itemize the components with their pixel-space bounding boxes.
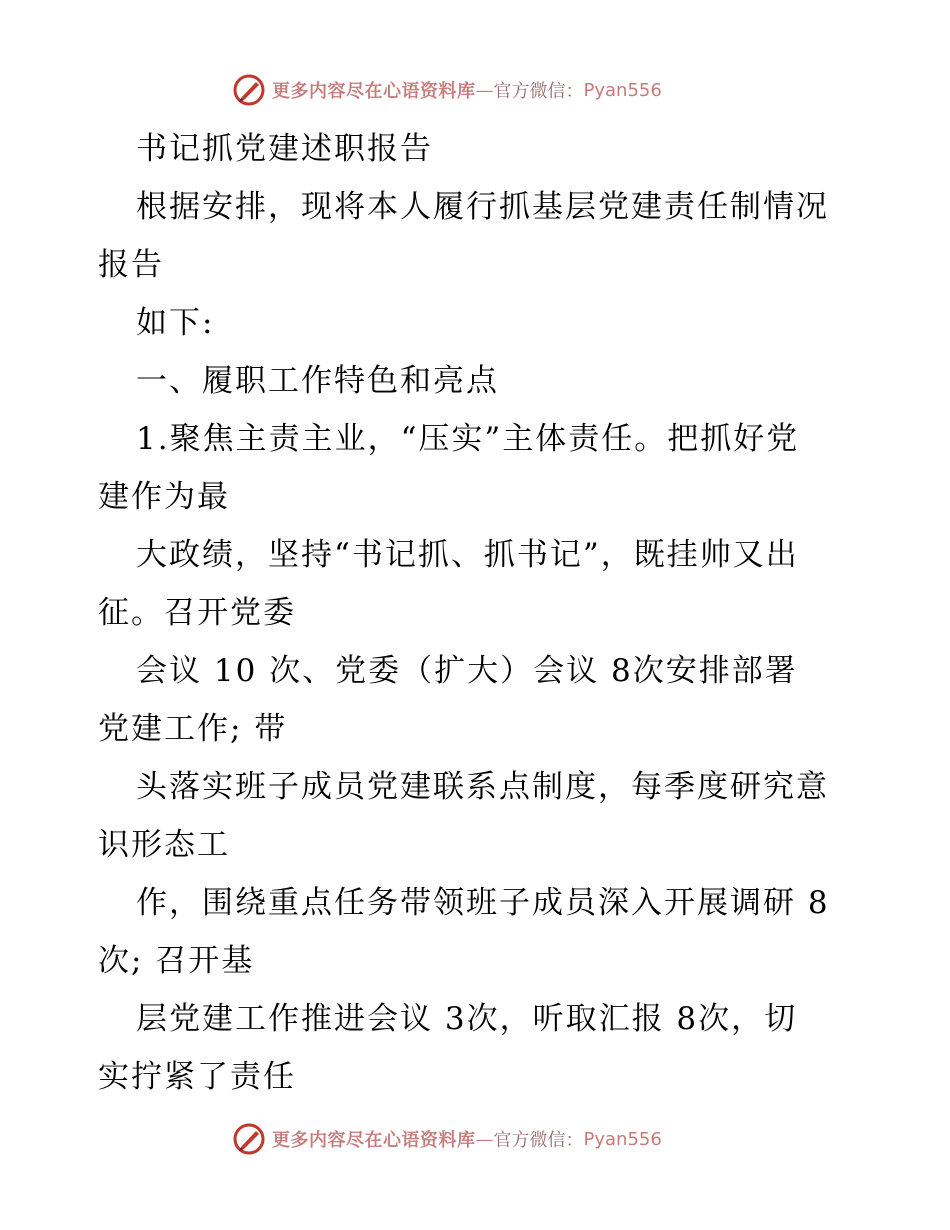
banner-wechat-id: Pyan556 (583, 1128, 662, 1150)
paragraph-line: 根据安排，现将本人履行抓基层党建责任制情况 (136, 189, 829, 225)
banner-separator: — (475, 1128, 494, 1150)
footer-watermark-banner (232, 1119, 662, 1159)
paragraph-line: 征。召开党委 (98, 595, 296, 631)
paragraph-line: 头落实班子成员党建联系点制度，每季度研究意 (136, 769, 829, 805)
paragraph-line: 党建工作; 带 (98, 711, 288, 747)
banner-label: 官方微信： (493, 81, 584, 102)
section-heading: 一、履职工作特色和亮点 (136, 363, 499, 399)
banner-main-text: 更多内容尽在心语资料库 (272, 81, 476, 102)
banner-separator: — (475, 79, 494, 101)
banner-label: 官方微信： (493, 1130, 584, 1151)
paragraph-line: 大政绩，坚持“书记抓、抓书记”，既挂帅又出 (136, 537, 799, 573)
paragraph-line: 识形态工 (98, 827, 230, 863)
banner-main-text: 更多内容尽在心语资料库 (272, 1130, 476, 1151)
banner-wechat-id: Pyan556 (583, 79, 662, 101)
document-body (98, 120, 858, 1106)
paragraph-line: 1.聚焦主责主业，“压实”主体责任。把抓好党 (136, 421, 800, 457)
paragraph-line: 实拧紧了责任 (98, 1059, 296, 1095)
paragraph-line: 次; 召开基 (98, 943, 255, 979)
document-title: 书记抓党建述职报告 (136, 131, 433, 167)
paragraph-line: 层党建工作推进会议 3次，听取汇报 8次，切 (136, 1001, 798, 1037)
pen-logo-icon (232, 73, 266, 107)
pen-logo-icon (232, 1122, 266, 1156)
paragraph-line: 建作为最 (98, 479, 230, 515)
header-watermark-banner (232, 70, 662, 110)
paragraph-line: 作，围绕重点任务带领班子成员深入开展调研 8 (136, 885, 830, 921)
paragraph-line: 报告 (98, 247, 164, 283)
paragraph-line: 会议 10 次、党委（扩大）会议 8次安排部署 (136, 653, 798, 689)
paragraph-line: 如下: (136, 305, 215, 341)
